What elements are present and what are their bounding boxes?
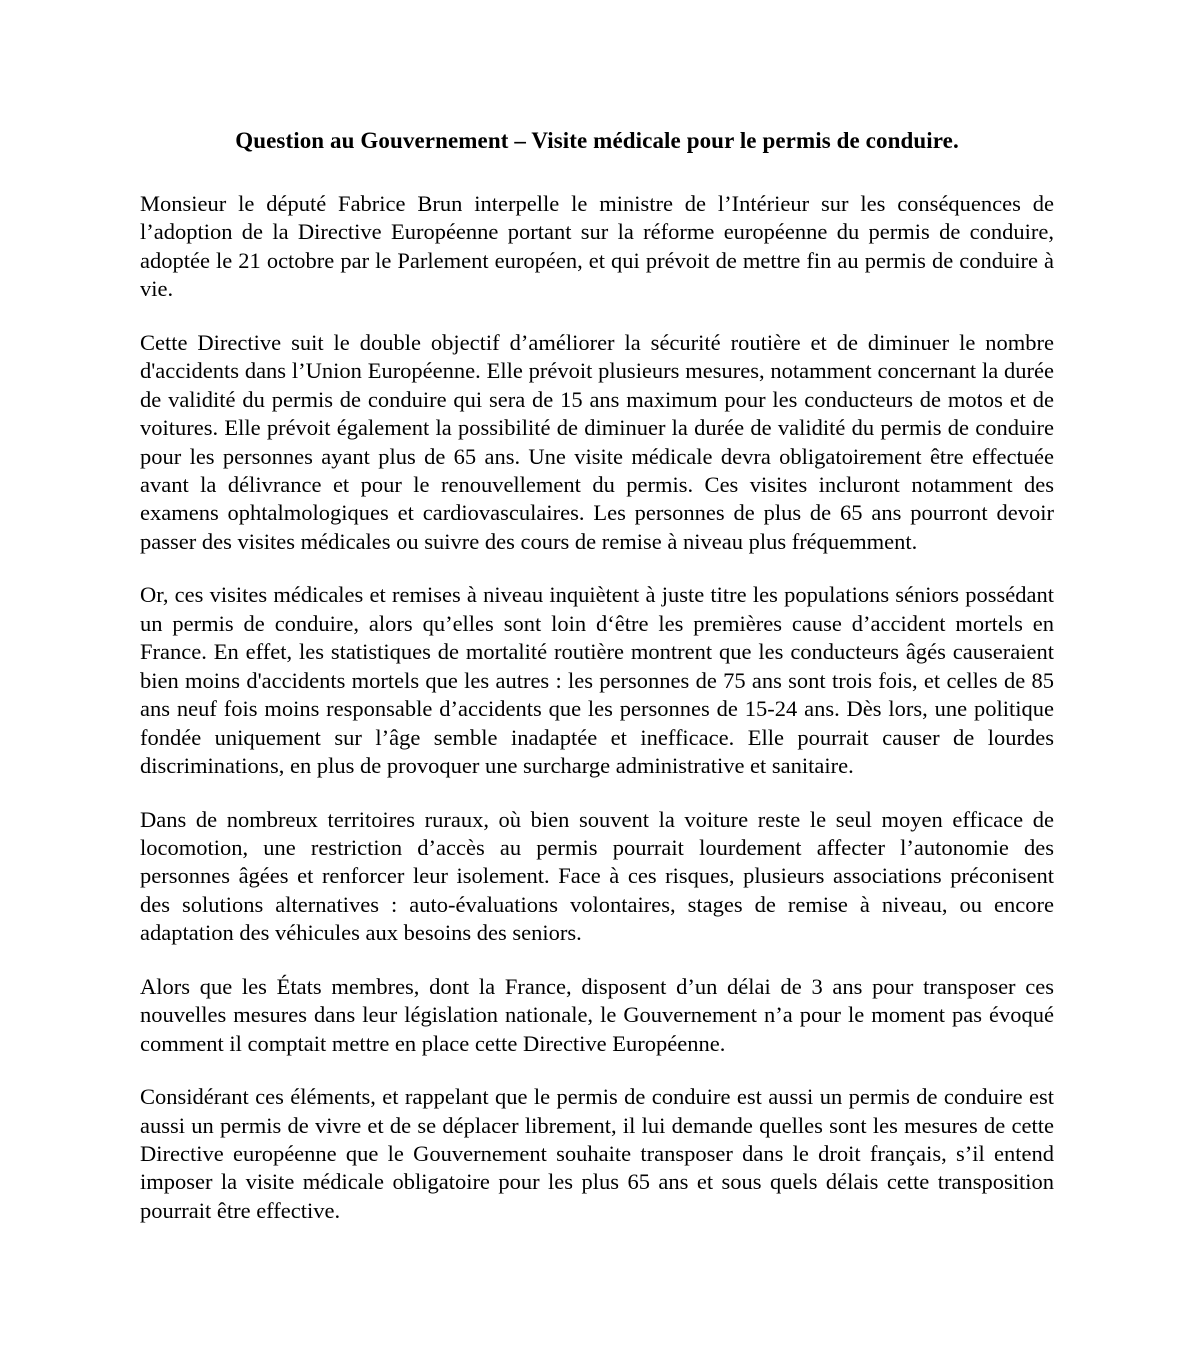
paragraph-1: Monsieur le député Fabrice Brun interpelle le ministre de l’Intérieur sur les conséquences de l’adoption de la Directive Européenne portant sur la réforme européenne du permis de conduire, adoptée le 21 octobre par le Parlement européen, et qui prévoit de mettre fin au permis de conduire à vie. (140, 190, 1054, 302)
paragraph-2: Cette Directive suit le double objectif d’améliorer la sécurité routière et de diminuer le nombre d'accidents dans l’Union Européenne. Elle prévoit plusieurs mesures, notamment concernant la durée de validité du permis de conduire qui sera de 15 ans maximum pour les conducteurs de motos et de voitures. Elle prévoit également la possibilité de diminuer la durée de validité du permis de conduire pour les personnes ayant plus de 65 ans. Une visite médicale devra obligatoirement être effectuée avant la délivrance et pour le renouvellement du permis. Ces visites incluront notamment des examens ophtalmologiques et cardiovasculaires. Les personnes de plus de 65 ans pourront devoir passer des visites médicales ou suivre des cours de remise à niveau plus fréquemment. (140, 329, 1054, 554)
paragraph-5: Alors que les États membres, dont la France, disposent d’un délai de 3 ans pour transposer ces nouvelles mesures dans leur législation nationale, le Gouvernement n’a pour le moment pas évoqué comment il comptait mettre en place cette Directive Européenne. (140, 973, 1054, 1056)
page-title: Question au Gouvernement – Visite médicale pour le permis de conduire. (235, 128, 959, 153)
paragraph-4: Dans de nombreux territoires ruraux, où bien souvent la voiture reste le seul moyen efficace de locomotion, une restriction d’accès au permis pourrait lourdement affecter l’autonomie des personnes âgées et renforcer leur isolement. Face à ces risques, plusieurs associations préconisent des solutions alternatives : auto-évaluations volontaires, stages de remise à niveau, ou encore adaptation des véhicules aux besoins des seniors. (140, 806, 1054, 946)
paragraph-6: Considérant ces éléments, et rappelant que le permis de conduire est aussi un permis de conduire est aussi un permis de vivre et de se déplacer librement, il lui demande quelles sont les mesures de cette Directive européenne que le Gouvernement souhaite transposer dans le droit français, s’il entend imposer la visite médicale obligatoire pour les plus 65 ans et sous quels délais cette transposition pourrait être effective. (140, 1084, 1054, 1223)
paragraph-3: Or, ces visites médicales et remises à niveau inquiètent à juste titre les populations séniors possédant un permis de conduire, alors qu’elles sont loin d‘être les premières cause d’accident mortels en France. En effet, les statistiques de mortalité routière montrent que les conducteurs âgés causeraient bien moins d'accidents mortels que les autres : les personnes de 75 ans sont trois fois, et celles de 85 ans neuf fois moins responsable d’accidents que les personnes de 15-24 ans. Dès lors, une politique fondée uniquement sur l’âge semble inadaptée et inefficace. Elle pourrait causer de lourdes discriminations, en plus de provoquer une surcharge administrative et sanitaire. (140, 582, 1054, 779)
